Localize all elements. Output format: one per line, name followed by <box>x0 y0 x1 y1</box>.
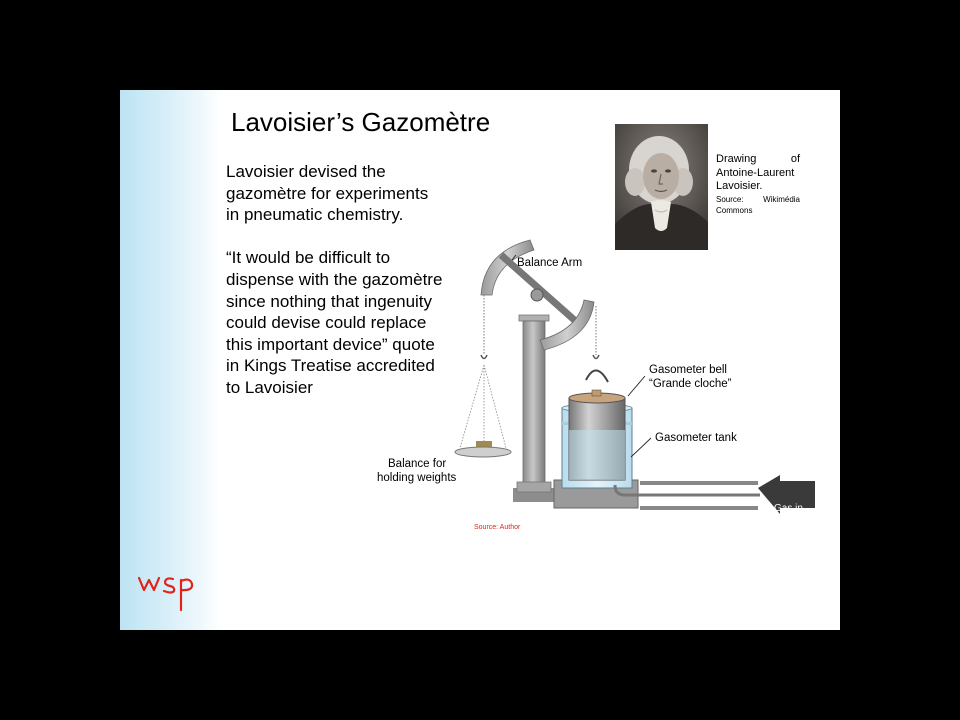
diagram-source: Source: Author <box>474 524 521 531</box>
portrait-caption-text: Drawing of Antoine-Laurent Lavoisier. <box>716 153 800 192</box>
weight-pan <box>455 295 511 457</box>
wsp-logo <box>137 572 197 612</box>
portrait-source: Source: Wikimédia Commons <box>716 194 800 215</box>
label-gas-in: Gas in <box>774 503 803 514</box>
paragraph-quote: “It would be difficult to dispense with the gazomètre since nothing that ingenuity could devise could replace this important device” quote in Kings Treatise accredited to Lavoisier <box>226 248 443 397</box>
label-balance-for: Balance for <box>388 458 447 470</box>
slide <box>120 90 840 630</box>
label-gasometer-bell: Gasometer bell <box>649 364 727 376</box>
slide-title: Lavoisier’s Gazomètre <box>231 107 491 137</box>
paragraph-intro: Lavoisier devised the gazomètre for experiments in pneumatic chemistry. <box>226 162 429 225</box>
gazometer-diagram <box>120 90 840 630</box>
label-grande-cloche: “Grande cloche” <box>649 378 732 390</box>
label-balance-arm: Balance Arm <box>517 257 583 269</box>
label-gasometer-tank: Gasometer tank <box>655 432 737 444</box>
gasometer-bell <box>569 390 625 480</box>
label-holding-weights: holding weights <box>377 472 457 484</box>
